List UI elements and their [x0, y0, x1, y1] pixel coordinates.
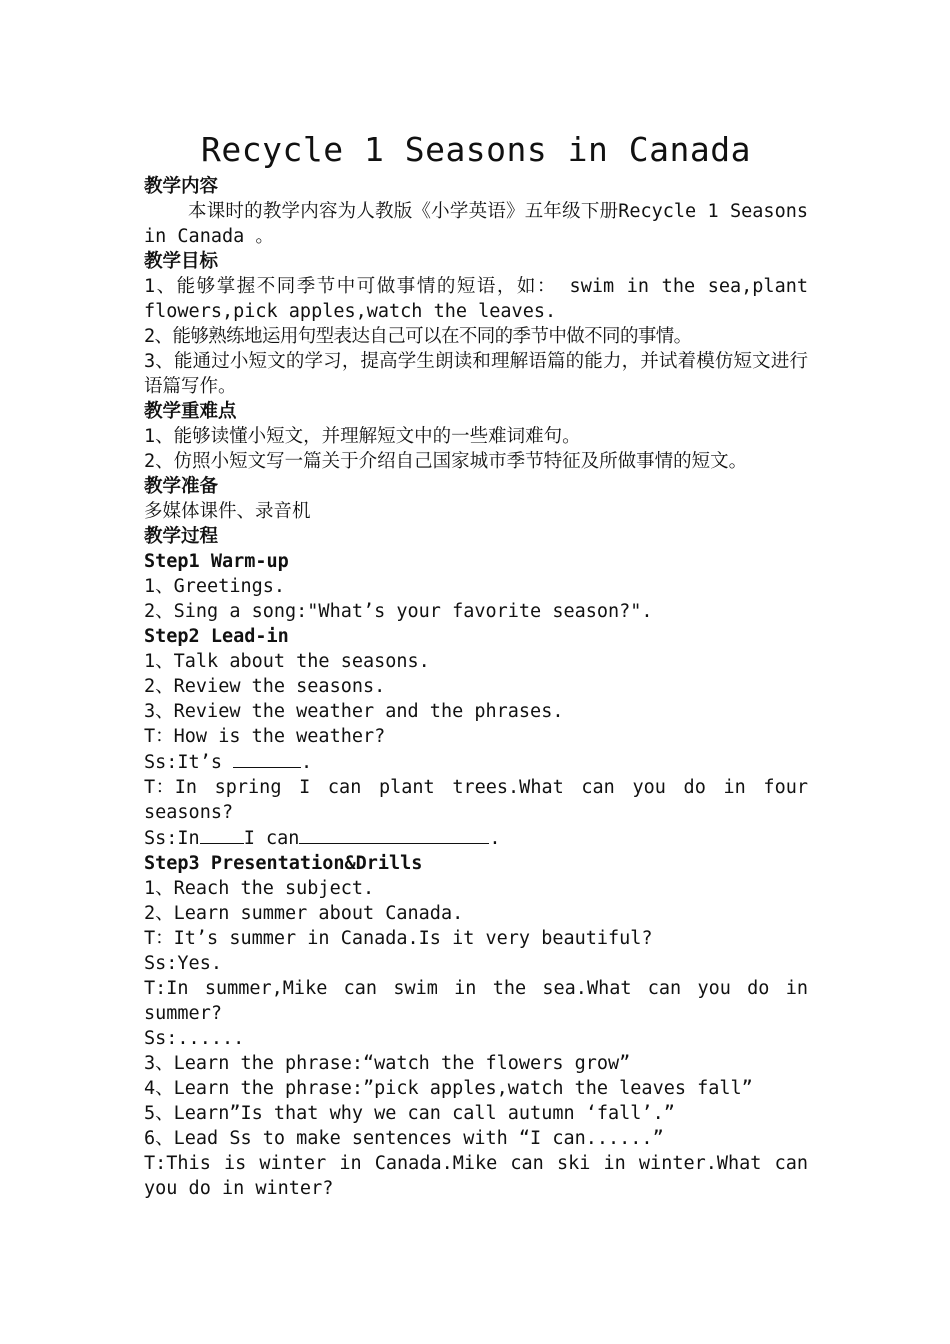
step3-line: 4、Learn the phrase:”pick apples,watch the leaves fall” — [144, 1078, 753, 1099]
answer-blank — [299, 825, 489, 844]
teacher-question-spring: T：In spring I can plant trees.What can you do in four seasons? — [144, 777, 826, 823]
step3-line: Ss:Yes. — [144, 953, 222, 974]
goal-item: 1、能够掌握不同季节中可做事情的短语，如： swim in the sea,plant flowers,pick apples,watch the leaves. — [144, 276, 820, 322]
step2-line: 3、Review the weather and the phrases. — [144, 701, 564, 722]
teacher-question-winter: T:This is winter in Canada.Mike can ski in winter.What can you do in winter? — [144, 1153, 820, 1199]
step2-line: 1、Talk about the seasons. — [144, 651, 430, 672]
fill-in-suffix: . — [489, 828, 501, 849]
goal-item: 2、能够熟练地运用句型表达自己可以在不同的季节中做不同的事情。 — [144, 326, 692, 347]
heading-key-points: 教学重难点 — [144, 401, 237, 422]
heading-preparation: 教学准备 — [144, 476, 219, 497]
heading-teaching-process: 教学过程 — [144, 526, 219, 547]
document-title: Recycle 1 Seasons in Canada — [201, 130, 751, 169]
step1-line: 1、Greetings. — [144, 576, 286, 597]
step1-line: 2、Sing a song:"What’s your favorite season?". — [144, 601, 653, 622]
fill-in-prefix: Ss:It’s — [144, 752, 222, 773]
teaching-content-text: 本课时的教学内容为人教版《小学英语》五年级下册Recycle 1 Seasons in Canada 。 — [144, 201, 831, 247]
goal-item: 3、能通过小短文的学习，提高学生朗读和理解语篇的能力，并试着模仿短文进行语篇写作。 — [144, 351, 808, 397]
step3-line: 5、Learn”Is that why we can call autumn ‘fall’.” — [144, 1103, 675, 1124]
key-point-item: 1、能够读懂小短文，并理解短文中的一些难词难句。 — [144, 426, 581, 447]
step3-line: 6、Lead Ss to make sentences with “I can......” — [144, 1128, 664, 1149]
fill-in-line-season — [144, 825, 808, 851]
step2-line: 2、Review the seasons. — [144, 676, 386, 697]
step3-line: 1、Reach the subject. — [144, 878, 375, 899]
heading-teaching-content: 教学内容 — [144, 176, 219, 197]
teacher-question-summer: T:In summer,Mike can swim in the sea.What can you do in summer? — [144, 978, 822, 1024]
document-page — [144, 128, 831, 1201]
step3-line: 3、Learn the phrase:“watch the flowers grow” — [144, 1053, 631, 1074]
fill-in-middle: I can — [243, 828, 300, 849]
step3-line: Ss:...... — [144, 1028, 245, 1049]
step1-heading: Step1 Warm-up — [144, 551, 289, 572]
step3-line: T：It’s summer in Canada.Is it very beautiful? — [144, 928, 653, 949]
fill-in-prefix: Ss:In — [144, 828, 200, 849]
step3-line: 2、Learn summer about Canada. — [144, 903, 464, 924]
step2-heading: Step2 Lead-in — [144, 626, 289, 647]
fill-in-line-its — [144, 749, 808, 775]
heading-teaching-goals: 教学目标 — [144, 251, 219, 272]
answer-blank — [233, 749, 301, 768]
fill-in-suffix: . — [300, 752, 313, 773]
key-point-item: 2、仿照小短文写一篇关于介绍自己国家城市季节特征及所做事情的短文。 — [144, 451, 748, 472]
preparation-text: 多媒体课件、录音机 — [144, 501, 311, 522]
step2-line: T：How is the weather? — [144, 726, 386, 747]
step3-heading: Step3 Presentation&Drills — [144, 853, 423, 874]
answer-blank — [200, 825, 244, 844]
